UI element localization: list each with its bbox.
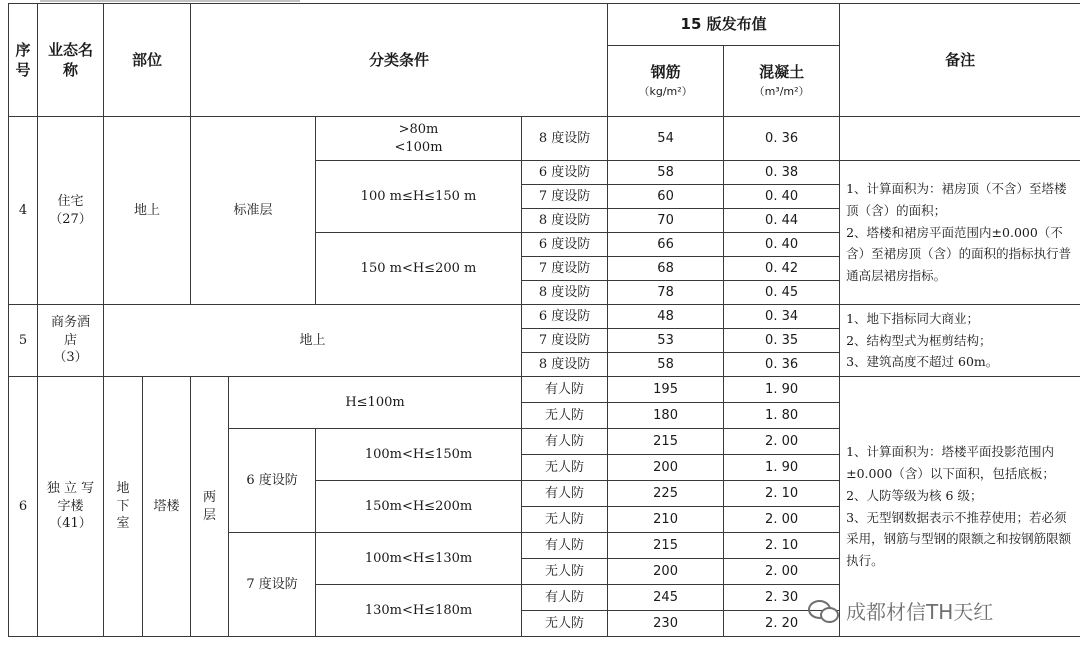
table-cell-steel: 66 [608, 233, 724, 257]
table-cell-fort: 8 度设防 [522, 209, 608, 233]
table-cell-fort: 8 度设防 [522, 281, 608, 305]
table-cell-fort: 6 度设防 [522, 305, 608, 329]
row6-fort-6: 6 度设防 [229, 429, 316, 533]
row4-height-80-100: >80m <100m [316, 117, 522, 161]
watermark [808, 592, 993, 628]
table-cell-steel: 70 [608, 209, 724, 233]
table-cell-fort: 6 度设防 [522, 233, 608, 257]
table-cell-fort: 无人防 [522, 559, 608, 585]
table-cell-steel: 60 [608, 185, 724, 209]
table-cell-concrete: 0. 38 [724, 161, 840, 185]
note-line: 2、塔楼和裙房平面范围内±0.000（不含）至裙房顶（含）的面积的指标执行普通高层裙房指标。 [846, 224, 1072, 284]
table-cell-steel: 195 [608, 377, 724, 403]
row6-seq: 6 [9, 377, 38, 637]
row5-seq: 5 [9, 305, 38, 377]
row6-height-100-130: 100m<H≤130m [316, 533, 522, 585]
table-cell-steel: 53 [608, 329, 724, 353]
table-cell-fort: 7 度设防 [522, 185, 608, 209]
row4-name: 住宅 （27） [38, 117, 104, 305]
table-cell-steel: 180 [608, 403, 724, 429]
table-cell-concrete: 2. 10 [724, 533, 840, 559]
row6-height-100-150: 100m<H≤150m [316, 429, 522, 481]
table-cell-fort: 8 度设防 [522, 353, 608, 377]
table-cell-concrete: 2. 00 [724, 429, 840, 455]
note-line: 1、计算面积为：裙房顶（不含）至塔楼顶（含）的面积； [846, 180, 1067, 218]
row4-layer: 标准层 [191, 117, 316, 305]
table-cell-concrete: 0. 36 [724, 117, 840, 161]
row6-fort-7: 7 度设防 [229, 533, 316, 637]
table-cell-fort: 8 度设防 [522, 117, 608, 161]
table-cell-fort: 有人防 [522, 585, 608, 611]
table-cell-steel: 68 [608, 257, 724, 281]
table-cell-concrete: 2. 10 [724, 481, 840, 507]
table-cell-concrete: 1. 90 [724, 377, 840, 403]
table-cell-concrete: 0. 36 [724, 353, 840, 377]
note-line: 1、地下指标同大商业； [846, 310, 980, 326]
row5-remark [840, 305, 1080, 377]
header-seq: 序号 [9, 4, 38, 117]
table-cell-steel: 58 [608, 161, 724, 185]
header-steel-label: 钢筋 [650, 63, 681, 82]
row6-name: 独 立 写 字楼 （41） [38, 377, 104, 637]
row6-height-130-180: 130m<H≤180m [316, 585, 522, 637]
table-cell-fort: 无人防 [522, 507, 608, 533]
header-published: 15 版发布值 [608, 4, 840, 46]
table-cell-steel: 215 [608, 429, 724, 455]
table-cell-concrete: 0. 44 [724, 209, 840, 233]
table-cell-steel: 210 [608, 507, 724, 533]
table-cell-fort: 有人防 [522, 481, 608, 507]
table-cell-steel: 245 [608, 585, 724, 611]
table-cell-steel: 78 [608, 281, 724, 305]
table-cell-fort: 有人防 [522, 533, 608, 559]
header-steel [608, 46, 724, 117]
table-cell-concrete: 2. 30 [724, 585, 840, 611]
table-cell-concrete: 2. 00 [724, 559, 840, 585]
table-cell-steel: 200 [608, 559, 724, 585]
table-cell-concrete: 1. 80 [724, 403, 840, 429]
row4-height-150-200: 150 m<H≤200 m [316, 233, 522, 305]
row4-remark [840, 161, 1080, 305]
table-cell-concrete: 0. 35 [724, 329, 840, 353]
table-cell-fort: 7 度设防 [522, 329, 608, 353]
row6-height-150-200: 150m<H≤200m [316, 481, 522, 533]
table-cell-concrete: 2. 00 [724, 507, 840, 533]
row4-part: 地上 [104, 117, 191, 305]
note-line: 2、人防等级为核 6 级； [846, 487, 983, 503]
table-cell-steel: 54 [608, 117, 724, 161]
table-cell-concrete: 0. 40 [724, 233, 840, 257]
table-cell-concrete: 1. 90 [724, 455, 840, 481]
table-cell-concrete: 0. 40 [724, 185, 840, 209]
table-cell-fort: 无人防 [522, 611, 608, 637]
note-line: 3、无型钢数据表示不推荐使用；若必须采用，钢筋与型钢的限额之和按钢筋限额执行。 [846, 509, 1072, 569]
row6-tower: 塔楼 [143, 377, 191, 637]
table-cell-concrete: 0. 42 [724, 257, 840, 281]
header-part: 部位 [104, 4, 191, 117]
table-cell-steel: 230 [608, 611, 724, 637]
table-cell-steel: 200 [608, 455, 724, 481]
header-concrete-label: 混凝土 [759, 63, 805, 82]
table-cell-fort: 7 度设防 [522, 257, 608, 281]
header-steel-unit: （kg/m²） [638, 84, 693, 98]
row5-part: 地上 [104, 305, 522, 377]
table-cell-concrete: 0. 45 [724, 281, 840, 305]
header-concrete [724, 46, 840, 117]
row6-height-100: H≤100m [229, 377, 522, 429]
header-remark: 备注 [840, 4, 1080, 117]
note-line: 2、结构型式为框剪结构； [846, 332, 992, 348]
table-cell-concrete: 2. 20 [724, 611, 840, 637]
table-cell-steel: 225 [608, 481, 724, 507]
row4-height-100-150: 100 m≤H≤150 m [316, 161, 522, 233]
row6-two-floors: 两 层 [191, 377, 229, 637]
table-cell-steel: 215 [608, 533, 724, 559]
header-concrete-unit: （m³/m²） [753, 84, 810, 98]
header-condition: 分类条件 [191, 4, 608, 117]
table-cell-fort: 有人防 [522, 429, 608, 455]
row6-part: 地 下 室 [104, 377, 143, 637]
table-cell-concrete: 0. 34 [724, 305, 840, 329]
note-line: 1、计算面积为：塔楼平面投影范围内±0.000（含）以下面积，包括底板； [846, 443, 1055, 481]
row4-seq: 4 [9, 117, 38, 305]
row5-name: 商务酒 店 （3） [38, 305, 104, 377]
watermark-text: 成都材信TH天红 [846, 599, 994, 624]
wechat-icon [808, 598, 838, 622]
header-type: 业态名称 [38, 4, 104, 117]
table-cell-fort: 无人防 [522, 455, 608, 481]
table-cell-fort: 无人防 [522, 403, 608, 429]
table-cell-fort: 有人防 [522, 377, 608, 403]
index-table [8, 3, 1080, 637]
table-cell-steel: 58 [608, 353, 724, 377]
row4-note-empty [840, 117, 1080, 161]
note-line: 3、建筑高度不超过 60m。 [846, 354, 999, 370]
table-cell-steel: 48 [608, 305, 724, 329]
table-cell-fort: 6 度设防 [522, 161, 608, 185]
